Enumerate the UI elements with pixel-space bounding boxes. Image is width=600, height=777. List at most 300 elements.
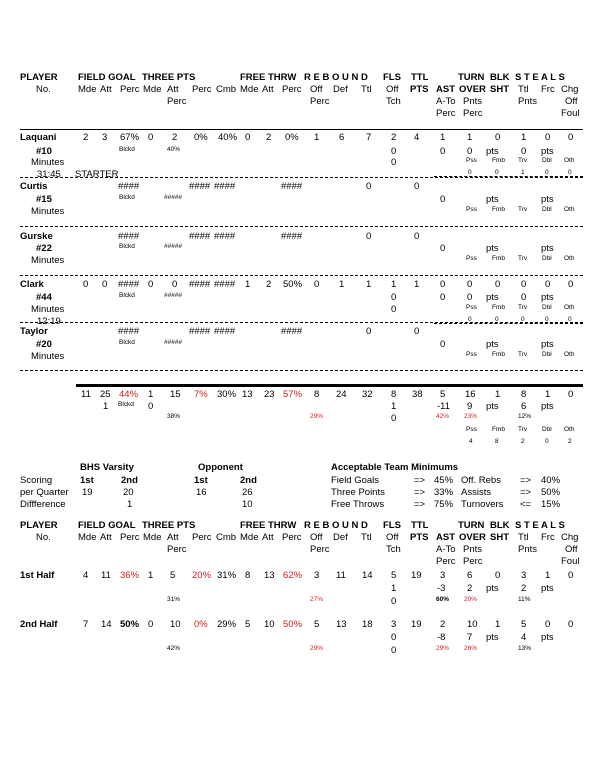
- half-2-cell: 7: [83, 619, 89, 630]
- table-header-label: Perc: [120, 84, 140, 95]
- table-header-label: FREE THRW: [240, 72, 297, 83]
- player-2-cell: pts: [486, 243, 499, 254]
- header-divider: [20, 129, 583, 130]
- totals-rule: [76, 384, 583, 387]
- table-header-label: FLS: [383, 72, 401, 83]
- player-0-cell: 0: [440, 146, 446, 157]
- player-4-cell: pts: [486, 339, 499, 350]
- half-2-cell: 42%: [167, 645, 181, 652]
- player-0-cell: pts: [486, 146, 499, 157]
- player-1-cell: ####: [118, 181, 140, 192]
- table-header-label: Foul: [561, 108, 580, 119]
- player-4-cell: Minutes: [31, 351, 65, 362]
- half-2-cell: 0%: [194, 619, 208, 630]
- player-0-cell: Laquani: [20, 132, 57, 143]
- half-1-cell: 0: [568, 570, 574, 581]
- totals-cell: 1: [495, 389, 501, 400]
- player-1-cell: Minutes: [31, 206, 65, 217]
- player-0-cell: 0: [568, 169, 572, 176]
- player-0-cell: 0: [148, 132, 154, 143]
- totals-cell: 29%: [310, 413, 324, 420]
- player-2-cell: ####: [118, 231, 140, 242]
- player-3-cell: 0: [102, 279, 108, 290]
- halves-table-header-label: R E B O U N D: [304, 520, 368, 531]
- half-1-cell: 1: [391, 583, 397, 594]
- halves-table-header-label: Mde: [143, 532, 162, 543]
- halves-table-header-label: TURN: [458, 520, 485, 531]
- half-1-cell: 2: [521, 583, 527, 594]
- table-header-label: BLK: [490, 72, 510, 83]
- totals-cell: 16: [465, 389, 476, 400]
- quarters-cell: BHS Varsity: [80, 462, 134, 473]
- half-2-cell: 18: [362, 619, 373, 630]
- table-header-label: TURN: [458, 72, 485, 83]
- half-1-cell: 1st Half: [20, 570, 55, 581]
- row-separator: [20, 370, 583, 371]
- table-header-label: S T E A L S: [515, 72, 565, 83]
- player-2-cell: pts: [541, 243, 554, 254]
- table-header-label: Perc: [463, 108, 483, 119]
- table-header-label: SHT: [490, 84, 509, 95]
- player-0-cell: 7: [366, 132, 372, 143]
- half-1-cell: 62%: [283, 570, 303, 581]
- quarters-cell: =>: [520, 475, 532, 486]
- halves-table-header-label: Ttl: [361, 532, 372, 543]
- player-4-cell: Fmb: [492, 351, 505, 358]
- halves-table-header-label: SHT: [490, 532, 509, 543]
- table-header-label: R E B O U N D: [304, 72, 368, 83]
- totals-cell: Trv: [518, 426, 528, 433]
- player-0-cell: Minutes: [31, 157, 65, 168]
- player-4-cell: Blckd: [119, 339, 135, 346]
- table-header-label: Off: [386, 84, 399, 95]
- table-header-label: AST: [436, 84, 455, 95]
- player-3-cell: ####: [118, 279, 140, 290]
- half-2-cell: 0: [148, 619, 154, 630]
- totals-cell: Dbl: [542, 426, 552, 433]
- halves-table-header-label: Perc: [310, 544, 330, 555]
- table-header-label: Pnts: [463, 96, 483, 107]
- row-separator: [434, 176, 583, 177]
- totals-cell: 1: [103, 401, 109, 412]
- player-3-cell: 0: [172, 279, 178, 290]
- quarters-cell: 50%: [541, 487, 561, 498]
- player-1-cell: Trv: [518, 206, 528, 213]
- player-4-cell: 0: [414, 326, 420, 337]
- player-3-cell: 12:19: [37, 316, 61, 327]
- player-0-cell: Oth: [564, 157, 575, 164]
- player-1-cell: ####: [189, 181, 211, 192]
- half-1-cell: pts: [486, 583, 499, 594]
- half-2-cell: 29%: [310, 645, 324, 652]
- player-0-cell: 67%: [120, 132, 140, 143]
- half-2-cell: 2: [440, 619, 446, 630]
- quarters-cell: Off. Rebs: [461, 475, 501, 486]
- player-3-cell: 1: [414, 279, 420, 290]
- quarters-cell: Diffference: [20, 499, 66, 510]
- player-3-cell: 0: [521, 279, 527, 290]
- player-3-cell: 0: [314, 279, 320, 290]
- player-1-cell: Blckd: [119, 194, 135, 201]
- totals-cell: 38%: [167, 413, 181, 420]
- player-2-cell: #####: [164, 243, 183, 250]
- half-2-cell: 7: [467, 632, 473, 643]
- player-3-cell: 0: [495, 279, 501, 290]
- player-2-cell: Fmb: [492, 255, 505, 262]
- player-0-cell: 40%: [167, 146, 181, 153]
- player-4-cell: #20: [36, 339, 52, 350]
- quarters-cell: Free Throws: [331, 499, 385, 510]
- totals-cell: 0: [391, 413, 397, 424]
- player-0-cell: 0: [545, 132, 551, 143]
- half-2-cell: 10: [467, 619, 478, 630]
- halves-table-header-label: FIELD GOAL: [78, 520, 136, 531]
- halves-table-header-label: Off: [386, 532, 399, 543]
- player-3-cell: 0: [440, 292, 446, 303]
- row-separator: [20, 226, 583, 227]
- halves-table-header-label: Chg: [561, 532, 579, 543]
- player-3-cell: 0: [83, 279, 89, 290]
- halves-table-header-label: A-To: [436, 544, 456, 555]
- player-1-cell: 0: [366, 181, 372, 192]
- half-1-cell: 11: [101, 570, 111, 581]
- player-3-cell: Minutes: [31, 304, 65, 315]
- totals-cell: -11: [437, 401, 451, 412]
- player-4-cell: Dbl: [542, 351, 552, 358]
- halves-table-header-label: FREE THRW: [240, 520, 297, 531]
- totals-cell: 32: [362, 389, 373, 400]
- half-1-cell: 31%: [167, 596, 181, 603]
- totals-cell: 1: [148, 389, 154, 400]
- quarters-cell: 1st: [194, 475, 208, 486]
- player-4-cell: #####: [164, 339, 183, 346]
- table-header-label: Pnts: [518, 96, 538, 107]
- player-4-cell: ####: [281, 326, 303, 337]
- player-0-cell: 0: [391, 146, 397, 157]
- player-3-cell: 1: [245, 279, 251, 290]
- quarters-cell: Assists: [461, 487, 492, 498]
- player-4-cell: ####: [189, 326, 211, 337]
- table-header-label: THREE PTS: [142, 72, 196, 83]
- half-1-cell: 0: [391, 596, 397, 607]
- half-2-cell: 29%: [436, 645, 450, 652]
- half-1-cell: 60%: [436, 596, 450, 603]
- totals-cell: pts: [541, 401, 554, 412]
- totals-cell: 11: [81, 389, 91, 400]
- player-0-cell: 1: [440, 132, 446, 143]
- player-3-cell: 0: [391, 292, 397, 303]
- player-2-cell: 0: [440, 243, 446, 254]
- halves-table-header-label: FLS: [383, 520, 401, 531]
- player-3-cell: 0: [467, 292, 473, 303]
- player-0-cell: 0: [245, 132, 251, 143]
- player-0-cell: 0: [568, 132, 574, 143]
- halves-table-header-label: THREE PTS: [142, 520, 196, 531]
- player-3-cell: #####: [164, 292, 183, 299]
- halves-table-header-label: Att: [262, 532, 274, 543]
- halves-table-header-label: Pnts: [463, 544, 483, 555]
- player-0-cell: 31:45: [37, 169, 61, 180]
- player-2-cell: Gurske: [20, 231, 53, 242]
- player-3-cell: 1: [339, 279, 345, 290]
- player-0-cell: #10: [36, 146, 52, 157]
- half-1-cell: 36%: [120, 570, 140, 581]
- half-1-cell: 31%: [217, 570, 237, 581]
- player-3-cell: 0: [148, 279, 154, 290]
- player-3-cell: 0: [521, 316, 525, 323]
- totals-cell: 24: [336, 389, 347, 400]
- player-0-cell: 6: [339, 132, 345, 143]
- quarters-cell: =>: [414, 499, 426, 510]
- quarters-cell: Scoring: [20, 475, 53, 486]
- table-header-label: Ttl: [518, 84, 529, 95]
- half-2-cell: 1: [495, 619, 501, 630]
- quarters-cell: 20: [123, 487, 134, 498]
- player-3-cell: 1: [366, 279, 372, 290]
- table-header-label: Def: [333, 84, 348, 95]
- player-1-cell: 0: [414, 181, 420, 192]
- player-1-cell: Curtis: [20, 181, 48, 192]
- totals-cell: 44%: [119, 389, 139, 400]
- halves-table-header-label: Ttl: [518, 532, 529, 543]
- totals-cell: 1: [545, 389, 551, 400]
- player-2-cell: Trv: [518, 255, 528, 262]
- player-0-cell: 0: [467, 146, 473, 157]
- player-2-cell: Minutes: [31, 255, 65, 266]
- table-header-label: Chg: [561, 84, 579, 95]
- half-2-cell: 2nd Half: [20, 619, 58, 630]
- table-header-label: Att: [167, 84, 179, 95]
- totals-cell: Oth: [564, 426, 575, 433]
- player-3-cell: 0: [391, 304, 397, 315]
- row-separator: [434, 323, 583, 324]
- totals-cell: 42%: [436, 413, 450, 420]
- player-0-cell: 0: [468, 169, 472, 176]
- half-2-cell: 4: [521, 632, 527, 643]
- player-2-cell: #22: [36, 243, 52, 254]
- player-0-cell: 0: [495, 132, 501, 143]
- totals-cell: 23: [264, 389, 275, 400]
- totals-cell: pts: [486, 401, 499, 412]
- totals-cell: Blckd: [118, 401, 134, 408]
- half-1-cell: 20%: [192, 570, 212, 581]
- quarters-cell: Opponent: [198, 462, 243, 473]
- player-2-cell: ####: [189, 231, 211, 242]
- player-1-cell: pts: [486, 194, 499, 205]
- half-2-cell: 10: [170, 619, 181, 630]
- player-3-cell: pts: [486, 292, 499, 303]
- totals-cell: 25: [100, 389, 111, 400]
- totals-cell: Pss: [466, 426, 477, 433]
- table-header-label: A-To: [436, 96, 456, 107]
- player-3-cell: 0: [467, 279, 473, 290]
- table-header-label: Perc: [192, 84, 212, 95]
- half-1-cell: 2: [467, 583, 473, 594]
- half-2-cell: 5: [521, 619, 527, 630]
- halves-table-header-label: Tch: [386, 544, 401, 555]
- halves-table-header-label: PLAYER: [20, 520, 58, 531]
- quarters-cell: 15%: [541, 499, 561, 510]
- quarters-cell: <=: [520, 499, 532, 510]
- totals-cell: 0: [545, 438, 549, 445]
- quarters-cell: 2nd: [240, 475, 257, 486]
- half-1-cell: 11: [336, 570, 346, 581]
- half-2-cell: 50%: [283, 619, 303, 630]
- table-header-label: Mde: [143, 84, 162, 95]
- player-0-cell: Dbl: [542, 157, 552, 164]
- halves-table-header-label: Off: [310, 532, 323, 543]
- player-0-cell: 40%: [218, 132, 238, 143]
- player-3-cell: #44: [36, 292, 52, 303]
- quarters-cell: 26: [242, 487, 253, 498]
- quarters-cell: 33%: [434, 487, 454, 498]
- totals-cell: 0: [148, 401, 154, 412]
- halves-table-header-label: No.: [36, 532, 51, 543]
- player-2-cell: Pss: [466, 255, 477, 262]
- halves-table-header-label: Perc: [192, 532, 212, 543]
- totals-cell: 4: [469, 438, 473, 445]
- player-0-cell: 1: [521, 132, 527, 143]
- totals-cell: 12%: [518, 413, 532, 420]
- player-2-cell: ####: [281, 231, 303, 242]
- player-3-cell: 0: [468, 316, 472, 323]
- player-0-cell: 0: [521, 146, 527, 157]
- table-header-label: Att: [100, 84, 112, 95]
- half-1-cell: 3: [521, 570, 527, 581]
- player-0-cell: 2: [266, 132, 272, 143]
- half-1-cell: 27%: [310, 596, 324, 603]
- totals-cell: 5: [440, 389, 446, 400]
- halves-table-header-label: BLK: [490, 520, 510, 531]
- totals-cell: 8: [521, 389, 527, 400]
- halves-table-header-label: Att: [100, 532, 112, 543]
- halves-table-header-label: Frc: [541, 532, 555, 543]
- row-separator: [20, 275, 583, 276]
- player-2-cell: 0: [414, 231, 420, 242]
- table-header-label: Ttl: [361, 84, 372, 95]
- quarters-cell: Turnovers: [461, 499, 504, 510]
- table-header-label: Tch: [386, 96, 401, 107]
- half-1-cell: 20%: [464, 596, 478, 603]
- player-1-cell: Dbl: [542, 206, 552, 213]
- halves-table-header-label: Cmb: [216, 532, 237, 543]
- halves-table-header-label: Perc: [463, 556, 483, 567]
- half-2-cell: 19: [411, 619, 422, 630]
- quarters-cell: 1: [127, 499, 133, 510]
- table-header-label: OVER: [459, 84, 486, 95]
- table-header-label: Mde: [240, 84, 259, 95]
- half-1-cell: 13: [264, 570, 275, 581]
- half-2-cell: 0: [391, 645, 397, 656]
- player-1-cell: ####: [214, 181, 236, 192]
- half-1-cell: 8: [245, 570, 251, 581]
- halves-table-header-label: AST: [436, 532, 455, 543]
- player-3-cell: Dbl: [542, 304, 552, 311]
- player-0-cell: 1: [521, 169, 525, 176]
- totals-cell: 2: [521, 438, 525, 445]
- player-0-cell: 4: [414, 132, 420, 143]
- player-0-cell: 0: [495, 169, 499, 176]
- halves-table-header-label: OVER: [459, 532, 486, 543]
- player-2-cell: Dbl: [542, 255, 552, 262]
- quarters-cell: 16: [196, 487, 207, 498]
- quarters-cell: =>: [414, 487, 426, 498]
- half-2-cell: pts: [541, 632, 554, 643]
- halves-table-header-label: Off: [565, 544, 578, 555]
- quarters-cell: =>: [414, 475, 426, 486]
- player-3-cell: Blckd: [119, 292, 135, 299]
- half-2-cell: 0: [391, 632, 397, 643]
- totals-cell: 7%: [194, 389, 208, 400]
- player-3-cell: 0: [440, 279, 446, 290]
- table-header-label: Att: [262, 84, 274, 95]
- half-1-cell: 1: [148, 570, 154, 581]
- half-1-cell: 19: [411, 570, 422, 581]
- half-2-cell: 13: [336, 619, 347, 630]
- totals-cell: 8: [495, 438, 499, 445]
- player-3-cell: 0: [545, 279, 551, 290]
- player-0-cell: Trv: [518, 157, 528, 164]
- player-0-cell: Fmb: [492, 157, 505, 164]
- player-4-cell: 0: [366, 326, 372, 337]
- half-1-cell: 3: [314, 570, 320, 581]
- player-1-cell: pts: [541, 194, 554, 205]
- totals-cell: 9: [467, 401, 473, 412]
- half-1-cell: 14: [362, 570, 373, 581]
- half-2-cell: 13%: [518, 645, 532, 652]
- half-2-cell: 0: [568, 619, 574, 630]
- player-1-cell: 0: [440, 194, 446, 205]
- quarters-cell: 40%: [541, 475, 561, 486]
- row-separator: [20, 177, 583, 178]
- player-0-cell: Blckd: [119, 146, 135, 153]
- totals-cell: 38: [412, 389, 423, 400]
- half-1-cell: 3: [440, 570, 446, 581]
- player-3-cell: 0: [521, 292, 527, 303]
- player-3-cell: Trv: [518, 304, 528, 311]
- quarters-cell: 19: [82, 487, 93, 498]
- player-0-cell: 1: [314, 132, 320, 143]
- totals-cell: 0: [568, 389, 574, 400]
- player-1-cell: #15: [36, 194, 52, 205]
- player-4-cell: Taylor: [20, 326, 48, 337]
- half-2-cell: 29%: [217, 619, 237, 630]
- half-2-cell: pts: [486, 632, 499, 643]
- half-1-cell: 5: [391, 570, 397, 581]
- half-2-cell: 0: [545, 619, 551, 630]
- player-3-cell: pts: [541, 292, 554, 303]
- half-2-cell: -8: [437, 632, 446, 643]
- table-header-label: PLAYER: [20, 72, 58, 83]
- halves-table-header-label: Pnts: [518, 544, 538, 555]
- player-1-cell: ####: [281, 181, 303, 192]
- totals-cell: 6: [521, 401, 527, 412]
- player-0-cell: pts: [541, 146, 554, 157]
- table-header-label: Perc: [167, 96, 187, 107]
- halves-table-header-label: Mde: [240, 532, 259, 543]
- table-header-label: PTS: [410, 84, 429, 95]
- halves-table-header-label: Def: [333, 532, 348, 543]
- half-2-cell: 50%: [120, 619, 140, 630]
- totals-cell: 2: [568, 438, 572, 445]
- player-3-cell: 0: [568, 279, 574, 290]
- player-3-cell: Oth: [564, 304, 575, 311]
- player-1-cell: Oth: [564, 206, 575, 213]
- player-4-cell: Oth: [564, 351, 575, 358]
- halves-table-header-label: Perc: [436, 556, 456, 567]
- half-2-cell: 5: [314, 619, 320, 630]
- table-header-label: Perc: [436, 108, 456, 119]
